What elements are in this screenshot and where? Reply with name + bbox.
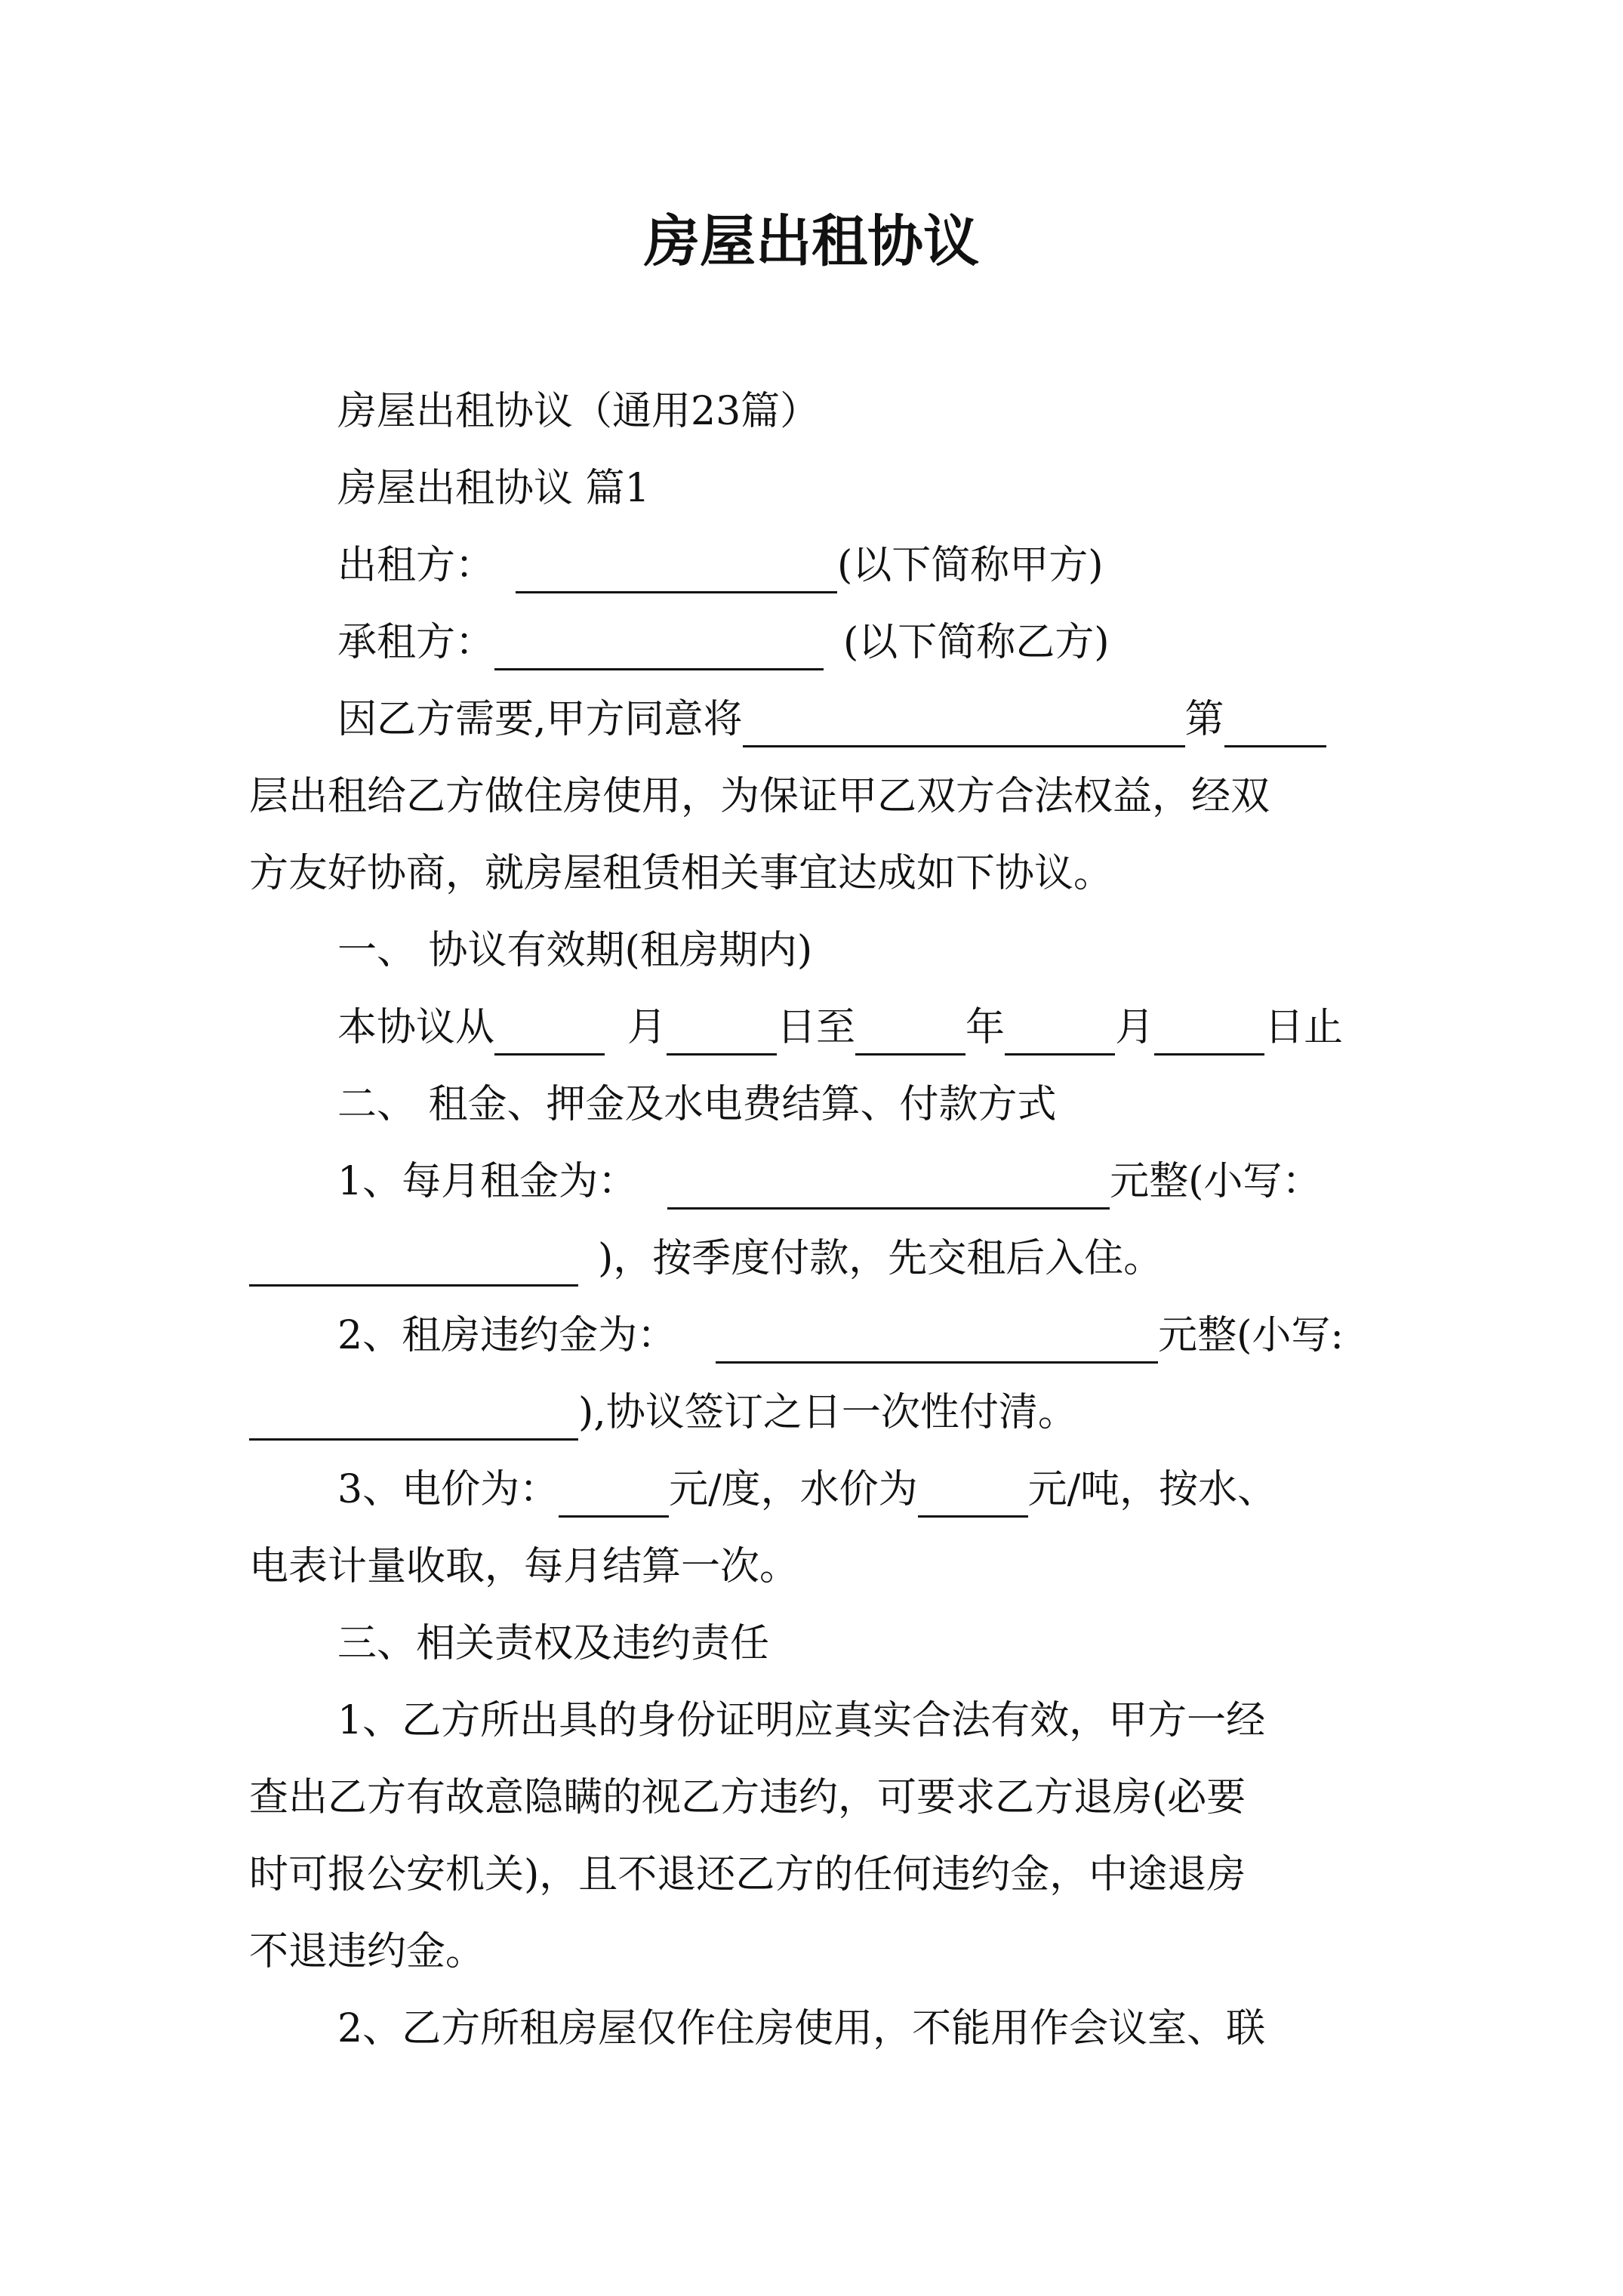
period-from-label: 本协议从 bbox=[337, 1005, 495, 1050]
lessor-blank[interactable] bbox=[516, 549, 837, 593]
lessor-suffix: (以下简称甲方) bbox=[837, 543, 1104, 588]
penalty-payment-terms: ),协议签订之日一次性付清。 bbox=[578, 1390, 1077, 1435]
end-day-blank[interactable] bbox=[1154, 1011, 1264, 1056]
clause3-item2-line1: 2、乙方所租房屋仅作住房使用，不能用作会议室、联 bbox=[337, 2006, 1266, 2051]
monthly-rent-label: 1、每月租金为： bbox=[337, 1159, 638, 1204]
clause3-heading: 三、相关责权及违约责任 bbox=[337, 1621, 770, 1666]
start-month-label: 月 bbox=[627, 1005, 667, 1050]
floor-number-blank[interactable] bbox=[1224, 703, 1326, 747]
monthly-rent-lowercase-blank[interactable] bbox=[249, 1242, 578, 1287]
start-day-label: 日至 bbox=[777, 1005, 856, 1050]
end-day-label: 日止 bbox=[1264, 1005, 1344, 1050]
monthly-rent-payment-terms: )，按季度付款，先交租后入住。 bbox=[598, 1236, 1163, 1281]
metering-text: 元/吨，按水、 bbox=[1027, 1467, 1277, 1512]
intro-part1: 因乙方需要,甲方同意将 bbox=[337, 697, 743, 742]
intro-line-1 bbox=[337, 692, 1326, 747]
property-address-blank[interactable] bbox=[743, 703, 1185, 747]
lessee-label: 承租方： bbox=[337, 620, 495, 665]
intro-part2: 第 bbox=[1184, 697, 1224, 742]
penalty-unit: 元整(小写: bbox=[1158, 1313, 1344, 1358]
clause1-heading: 一、 协议有效期(租房期内) bbox=[337, 928, 813, 973]
lessee-line bbox=[337, 615, 1110, 670]
clause3-item1-line2: 查出乙方有故意隐瞒的视乙方违约，可要求乙方退房(必要 bbox=[249, 1775, 1246, 1820]
electricity-price-label: 3、电价为： bbox=[337, 1467, 559, 1512]
penalty-label: 2、租房违约金为： bbox=[337, 1313, 677, 1358]
clause2-item3-line1 bbox=[337, 1462, 1277, 1518]
monthly-rent-unit: 元整(小写： bbox=[1110, 1159, 1322, 1204]
end-month-blank[interactable] bbox=[1005, 1011, 1115, 1056]
water-price-blank[interactable] bbox=[918, 1473, 1028, 1518]
end-year-label: 年 bbox=[965, 1005, 1006, 1050]
clause3-item1-line4: 不退违约金。 bbox=[249, 1929, 485, 1974]
start-month-blank[interactable] bbox=[667, 1011, 777, 1056]
lessor-line bbox=[337, 538, 1104, 593]
lessor-label: 出租方： bbox=[337, 543, 495, 588]
lessee-blank[interactable] bbox=[494, 626, 824, 670]
penalty-blank[interactable] bbox=[716, 1319, 1158, 1364]
section-heading: 房屋出租协议 篇1 bbox=[337, 466, 650, 511]
clause2-item2-line2 bbox=[249, 1385, 1077, 1441]
lessee-suffix: (以下简称乙方) bbox=[843, 620, 1110, 665]
clause3-item1-line1: 1、乙方所出具的身份证明应真实合法有效，甲方一经 bbox=[337, 1698, 1266, 1743]
clause3-item1-line3: 时可报公安机关)，且不退还乙方的任何违约金，中途退房 bbox=[249, 1852, 1246, 1897]
water-price-label: 元/度，水价为 bbox=[669, 1467, 918, 1512]
penalty-lowercase-blank[interactable] bbox=[249, 1396, 578, 1441]
clause2-heading: 二、 租金、押金及水电费结算、付款方式 bbox=[337, 1082, 1057, 1127]
intro-line-2: 层出租给乙方做住房使用，为保证甲乙双方合法权益，经双 bbox=[249, 774, 1270, 819]
electricity-price-blank[interactable] bbox=[559, 1473, 669, 1518]
clause2-item1-line1 bbox=[337, 1154, 1321, 1210]
start-year-blank[interactable] bbox=[494, 1011, 605, 1056]
clause2-item3-line2: 电表计量收取，每月结算一次。 bbox=[249, 1544, 799, 1589]
monthly-rent-blank[interactable] bbox=[667, 1165, 1110, 1210]
clause2-item1-line2 bbox=[249, 1231, 1163, 1287]
intro-line-3: 方友好协商，就房屋租赁相关事宜达成如下协议。 bbox=[249, 851, 1113, 896]
subtitle: 房屋出租协议（通用23篇） bbox=[337, 389, 820, 434]
clause2-item2-line1 bbox=[337, 1308, 1344, 1364]
end-month-label: 月 bbox=[1115, 1005, 1155, 1050]
document-title: 房屋出租协议 bbox=[644, 209, 979, 274]
clause1-period-line bbox=[337, 1000, 1343, 1056]
end-year-blank[interactable] bbox=[855, 1011, 965, 1056]
